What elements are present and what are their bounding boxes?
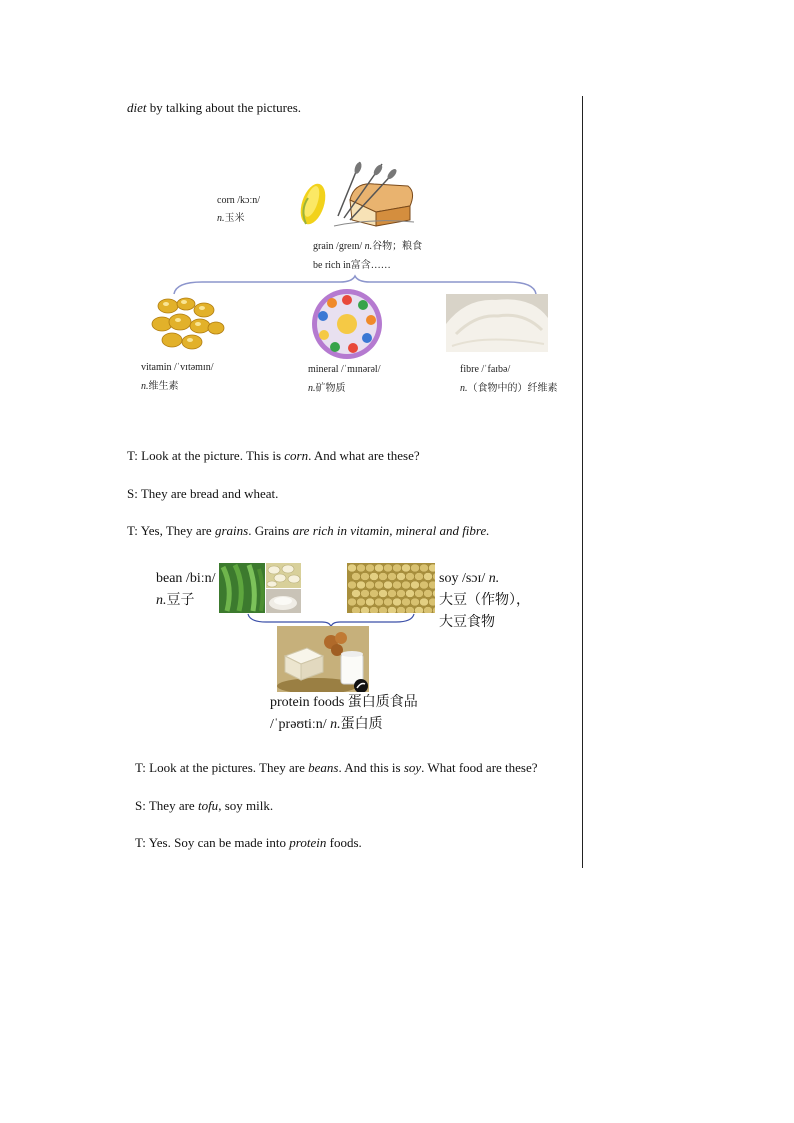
mineral-plate-image xyxy=(305,288,389,360)
dialog-line xyxy=(127,486,278,502)
dialog-text: They are bread and wheat. xyxy=(140,486,279,501)
dialog-line xyxy=(135,798,273,814)
intro-line xyxy=(127,100,301,116)
dialog-text: . Grains xyxy=(248,523,293,538)
mineral-label: mineral /ˈmɪnərəl/ n.矿物质 xyxy=(308,364,381,394)
dialog-text: They are xyxy=(148,798,198,813)
grain-label: grain /greɪn/ n.谷物；粮食 be rich in富含…… xyxy=(313,241,423,271)
dialog-text: . What food are these? xyxy=(421,760,538,775)
dialog-text: foods. xyxy=(326,835,362,850)
intro-italic-word: diet xyxy=(127,100,147,115)
emphasis-text: soy xyxy=(403,760,422,775)
bread-wheat-image xyxy=(330,160,416,232)
corn-image xyxy=(296,180,330,228)
bean-label: bean /biːn/ n.豆子 xyxy=(156,571,216,608)
speaker-label: T: xyxy=(135,760,150,775)
dialog-line xyxy=(127,448,420,464)
dialog-text: Look at the picture. This is xyxy=(141,448,285,463)
fibre-image xyxy=(446,294,548,352)
page-margin-rule xyxy=(582,96,583,868)
emphasis-text: tofu xyxy=(197,798,219,813)
white-beans-image xyxy=(266,563,301,588)
dialog-text: Yes. Soy can be made into xyxy=(148,835,290,850)
speaker-label: S: xyxy=(127,486,141,501)
speaker-label: T: xyxy=(135,835,149,850)
green-beans-image xyxy=(219,563,265,613)
corn-label: corn /kɔːn/ n.玉米 xyxy=(217,195,261,224)
speaker-label: T: xyxy=(127,523,141,538)
emphasis-text: protein xyxy=(289,835,327,850)
dialog-line xyxy=(127,523,490,539)
dialog-text: Look at the pictures. They are xyxy=(149,760,309,775)
emphasis-text: are rich in vitamin, mineral and fibre. xyxy=(292,523,490,538)
dialog-text: Yes, They are xyxy=(140,523,215,538)
emphasis-text: corn xyxy=(284,448,309,463)
soybeans-image xyxy=(347,563,435,613)
intro-text: by talking about the pictures. xyxy=(146,100,302,115)
dialog-text: . And what are these? xyxy=(308,448,420,463)
speaker-label: S: xyxy=(135,798,149,813)
dialog-text: . And this is xyxy=(338,760,404,775)
protein-foods-image xyxy=(277,626,369,692)
vitamin-capsules-image xyxy=(146,292,226,352)
soy-label: soy /sɔɪ/ n. 大豆（作物）， 大豆食物 xyxy=(439,571,530,630)
emphasis-text: beans xyxy=(308,760,339,775)
dialog-line xyxy=(135,835,362,851)
emphasis-text: grains xyxy=(214,523,249,538)
dialog-text: , soy milk. xyxy=(218,798,274,813)
fibre-label: fibre /ˈfaɪbə/ n.（食物中的）纤维素 xyxy=(460,364,558,394)
protein-label: protein foods 蛋白质食品 /ˈprəʊtiːn/ n.蛋白质 xyxy=(270,695,418,732)
vitamin-label: vitamin /ˈvɪtəmɪn/ n.维生素 xyxy=(141,362,214,392)
dialog-line xyxy=(135,760,538,776)
speaker-label: T: xyxy=(127,448,142,463)
bean-flour-image xyxy=(266,589,301,613)
